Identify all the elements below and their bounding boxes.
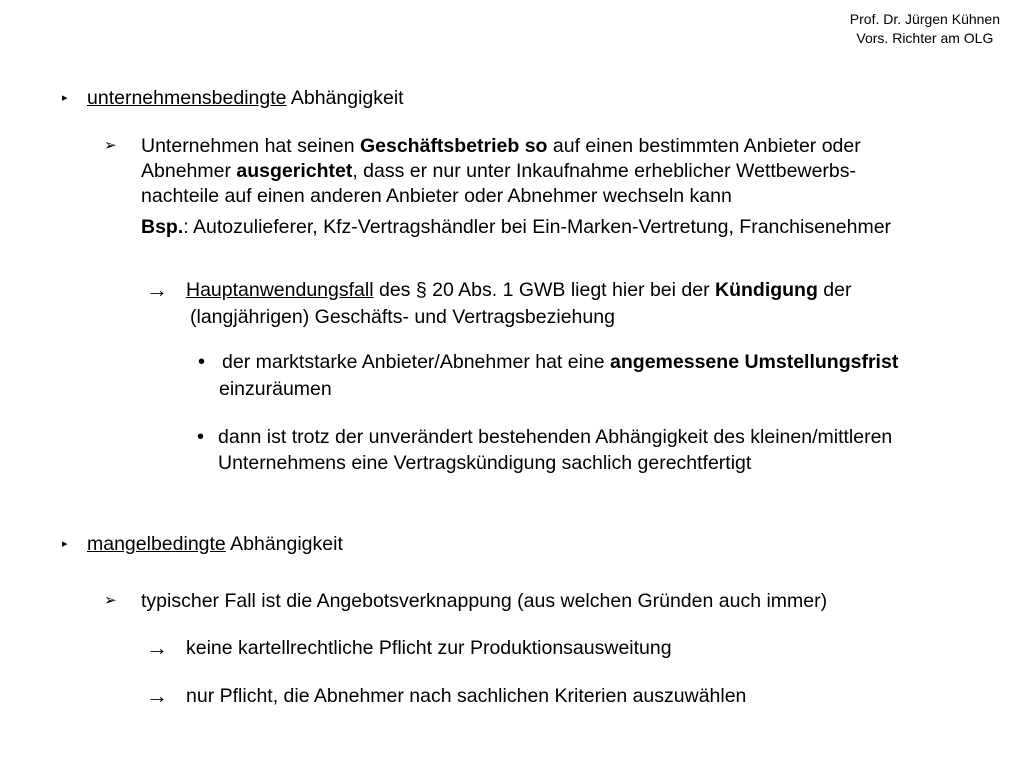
section-title-mangelbedingt: mangelbedingte Abhängigkeit <box>87 533 343 555</box>
dot-bullet-icon: • <box>198 351 206 373</box>
author-title: Vors. Richter am OLG <box>856 30 994 46</box>
triangle-bullet-icon: ▸ <box>62 538 68 550</box>
example-line: Bsp.: Autozulieferer, Kfz-Vertragshändler bei Ein-Marken-Vertretung, Franchisenehmer <box>141 216 892 238</box>
paragraph-line: (langjährigen) Geschäfts- und Vertragsbeziehung <box>190 306 615 328</box>
paragraph-line: Hauptanwendungsfall des § 20 Abs. 1 GWB liegt hier bei der Kündigung der <box>186 279 852 301</box>
arrow-bullet-icon: → <box>146 683 168 708</box>
paragraph-line: Abnehmer ausgerichtet, dass er nur unter Inkaufnahme erheblicher Wettbewerbs- <box>141 160 856 182</box>
author-name: Prof. Dr. Jürgen Kühnen <box>849 11 1000 27</box>
triangle-bullet-icon: ▸ <box>62 92 68 104</box>
arrowhead-bullet-icon: ➢ <box>104 137 117 154</box>
arrow-bullet-icon: → <box>146 635 168 660</box>
paragraph-line: der marktstarke Anbieter/Abnehmer hat eine angemessene Umstellungsfrist <box>222 351 899 373</box>
arrowhead-bullet-icon: ➢ <box>104 592 117 609</box>
dot-bullet-icon: • <box>197 426 205 448</box>
section-title-unternehmensbedingt: unternehmensbedingte Abhängigkeit <box>87 87 404 109</box>
paragraph-line: nur Pflicht, die Abnehmer nach sachlichen Kriterien auszuwählen <box>186 685 747 707</box>
paragraph-line: Unternehmen hat seinen Geschäftsbetrieb so auf einen bestimmten Anbieter oder <box>141 135 861 157</box>
paragraph-line: einzuräumen <box>219 378 332 400</box>
arrow-bullet-icon: → <box>146 277 168 302</box>
paragraph-line: typischer Fall ist die Angebotsverknappung (aus welchen Gründen auch immer) <box>141 590 828 612</box>
paragraph-line: nachteile auf einen anderen Anbieter oder Abnehmer wechseln kann <box>141 185 732 207</box>
paragraph-line: dann ist trotz der unverändert bestehenden Abhängigkeit des kleinen/mittleren <box>218 426 893 448</box>
author-header <box>850 10 1000 48</box>
paragraph-line: Unternehmens eine Vertragskündigung sachlich gerechtfertigt <box>218 452 752 474</box>
paragraph-line: keine kartellrechtliche Pflicht zur Produktionsausweitung <box>186 637 672 659</box>
